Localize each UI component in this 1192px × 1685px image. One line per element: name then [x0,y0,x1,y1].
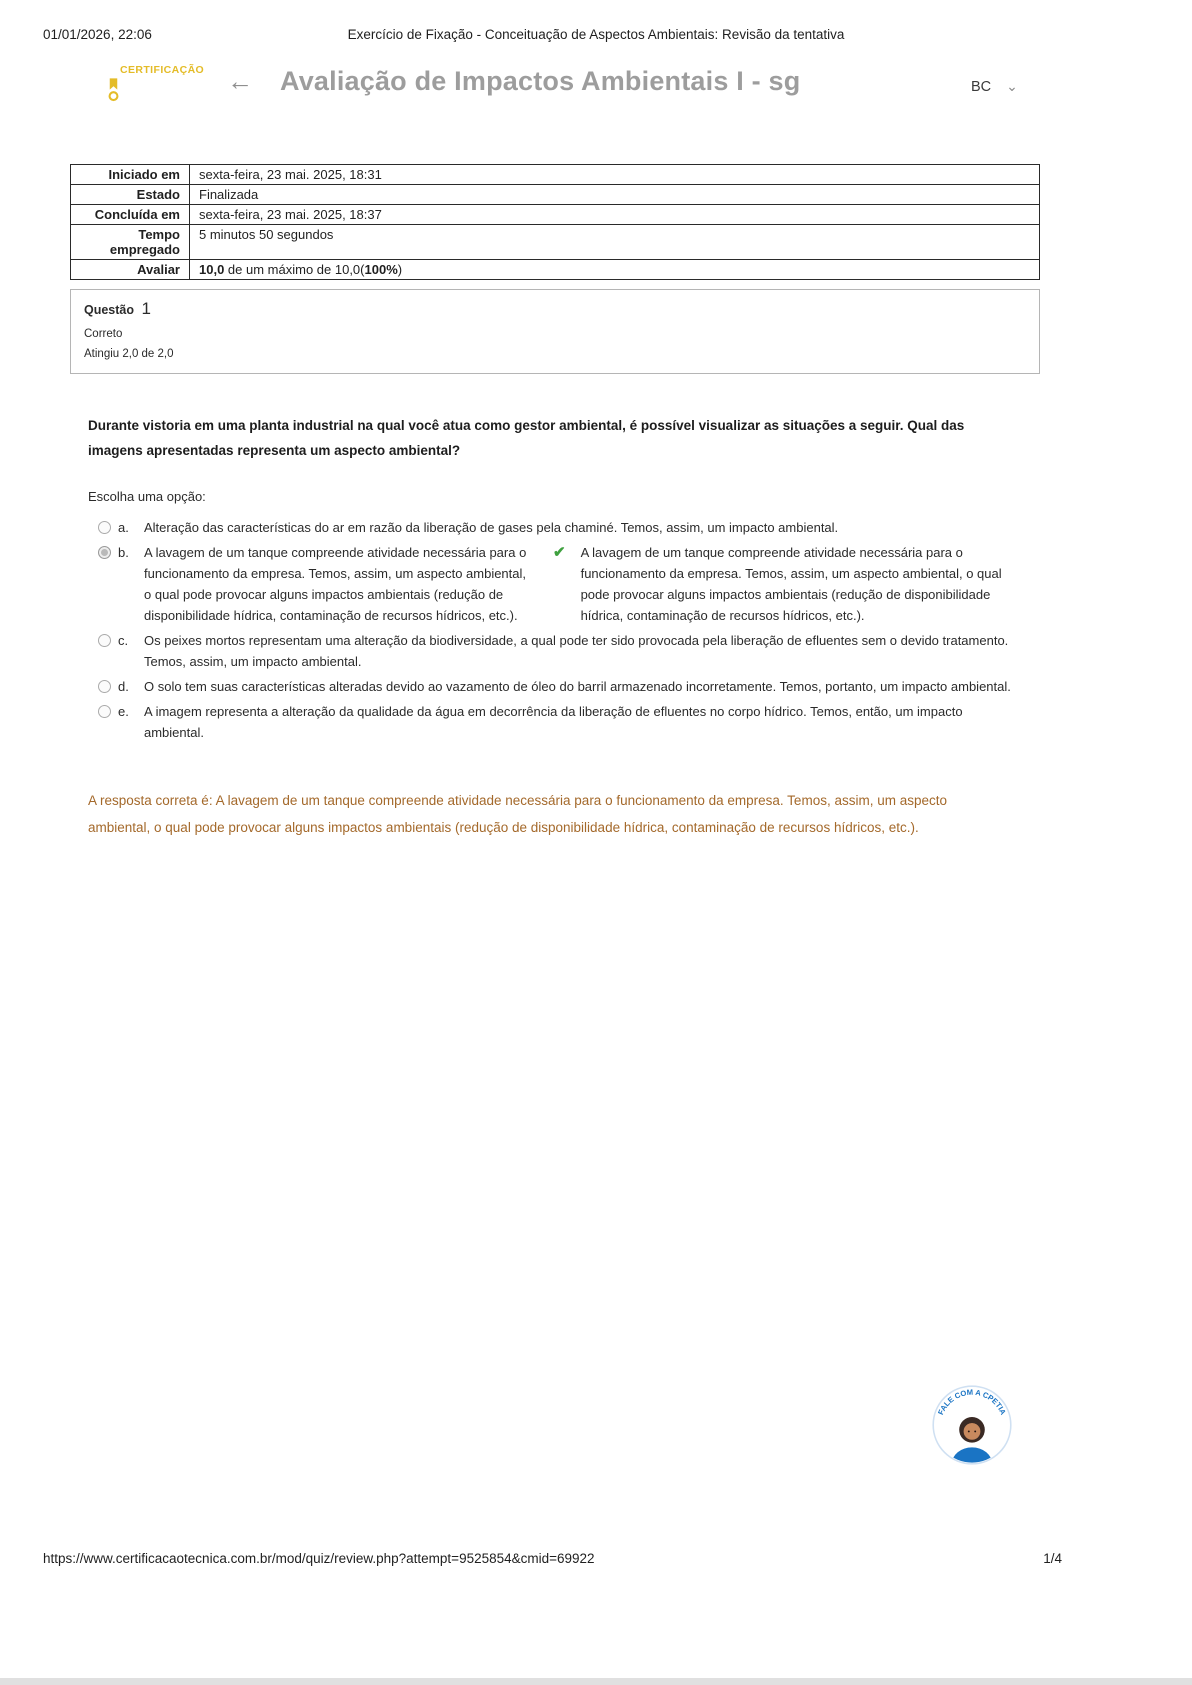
option-text: Os peixes mortos representam uma alteração da biodiversidade, a qual pode ter sido provocada pela liberação de efluentes sem o devido tratamento. Temos, assim, um impacto ambiental. [144,633,1009,669]
radio-button[interactable] [98,634,111,647]
option-letter: a. [118,520,129,535]
correct-answer-text: A resposta correta é: A lavagem de um tanque compreende atividade necessária para o funcionamento da empresa. Temos, assim, um aspecto ambiental, o qual pode provocar alguns impactos ambientais (redução de disponibilidade hídrica, contaminação de recursos hídricos, etc.). [88,793,947,835]
grade-value: 10,0 [199,262,225,277]
summary-value-grade [190,260,1040,280]
table-row [71,165,1040,185]
chevron-down-icon: ⌄ [1006,78,1018,94]
question-number: 1 [141,299,151,318]
page-url: https://www.certificacaotecnica.com.br/mod/quiz/review.php?attempt=9525854&cmid=69922 [43,1551,595,1566]
chat-badge-text: FALE COM A CPETIA [936,1387,1008,1417]
summary-label: Avaliar [71,260,190,280]
option-text: A imagem representa a alteração da qualidade da água em decorrência da liberação de efluentes no corpo hídrico. Temos, então, um impacto ambiental. [144,704,963,740]
answer-options [70,517,1040,743]
question-text: Durante vistoria em uma planta industrial na qual você atua como gestor ambiental, é possível visualizar as situações a seguir. Qual das imagens apresentadas representa um aspecto ambiental? [88,418,965,458]
question-info-box [70,289,1040,374]
answer-option-a[interactable] [98,517,1040,538]
certification-ribbon-icon [106,78,121,103]
print-document-title: Exercício de Fixação - Conceituação de Aspectos Ambientais: Revisão da tentativa [347,27,845,42]
option-letter: d. [118,679,129,694]
radio-button[interactable] [98,705,111,718]
table-row [71,205,1040,225]
back-arrow-icon[interactable]: ← [227,66,253,96]
course-title: Avaliação de Impactos Ambientais I - sg [280,66,801,96]
radio-button[interactable] [98,680,111,693]
answer-option-e[interactable] [98,701,1040,743]
option-letter: c. [118,633,129,648]
summary-label: Tempo empregado [71,225,190,260]
user-menu[interactable] [971,78,1018,95]
print-datetime: 01/01/2026, 22:06 [43,27,152,42]
answer-option-d[interactable] [98,676,1040,697]
option-letter: e. [118,704,129,719]
avatar-eye [968,1430,970,1432]
table-row [71,225,1040,260]
user-initials: BC [971,78,992,95]
answer-option-c[interactable] [98,630,1040,672]
summary-label: Concluída em [71,205,190,225]
grade-close: ) [397,262,403,277]
summary-label: Estado [71,185,190,205]
option-text: Alteração das características do ar em razão da liberação de gases pela chaminé. Temos, assim, um impacto ambiental. [144,520,839,535]
summary-value: Finalizada [190,185,1040,205]
chat-badge-illustration [932,1385,1012,1465]
grade-percent: 100% [364,262,398,277]
choose-option-label: Escolha uma opção: [88,489,206,504]
radio-button-selected[interactable] [98,546,111,559]
summary-value: 5 minutos 50 segundos [190,225,1040,260]
main-content [70,164,1040,841]
chat-assistant-badge[interactable] [932,1385,1012,1465]
radio-button[interactable] [98,521,111,534]
answer-option-b[interactable] [98,542,1040,626]
question-label: Questão [84,303,135,317]
avatar-eye [974,1430,976,1432]
summary-label: Iniciado em [71,165,190,185]
question-grade: Atingiu 2,0 de 2,0 [84,348,174,360]
grade-text: de um máximo de 10,0( [224,262,365,277]
option-text: O solo tem suas características alteradas devido ao vazamento de óleo do barril armazenado incorretamente. Temos, portanto, um impacto ambiental. [144,679,1011,694]
question-header [84,299,1026,319]
question-status: Correto [84,328,123,340]
attempt-summary-table [70,164,1040,280]
site-logo[interactable] [104,64,224,108]
correct-check-icon: ✔ [553,544,566,561]
option-text: A lavagem de um tanque compreende atividade necessária para o funcionamento da empresa. Temos, assim, um aspecto ambiental, o qual pode provocar alguns impactos ambientais (redução de disponibilidade hídrica, contaminação de recursos hídricos, etc.). [144,545,527,623]
summary-value: sexta-feira, 23 mai. 2025, 18:37 [190,205,1040,225]
logo-text: CERTIFICAÇÃO [120,64,205,76]
summary-value: sexta-feira, 23 mai. 2025, 18:31 [190,165,1040,185]
table-row [71,185,1040,205]
avatar-face [964,1423,981,1440]
option-letter: b. [118,545,129,560]
option-feedback-text: A lavagem de um tanque compreende atividade necessária para o funcionamento da empresa. Temos, assim, um aspecto ambiental, o qual pode provocar alguns impactos ambientais (redução de disponibilidade hídrica, contaminação de recursos hídricos, etc.). [580,545,1002,623]
page-number: 1/4 [1043,1551,1062,1566]
table-row [71,260,1040,280]
page-edge [0,1678,1192,1685]
